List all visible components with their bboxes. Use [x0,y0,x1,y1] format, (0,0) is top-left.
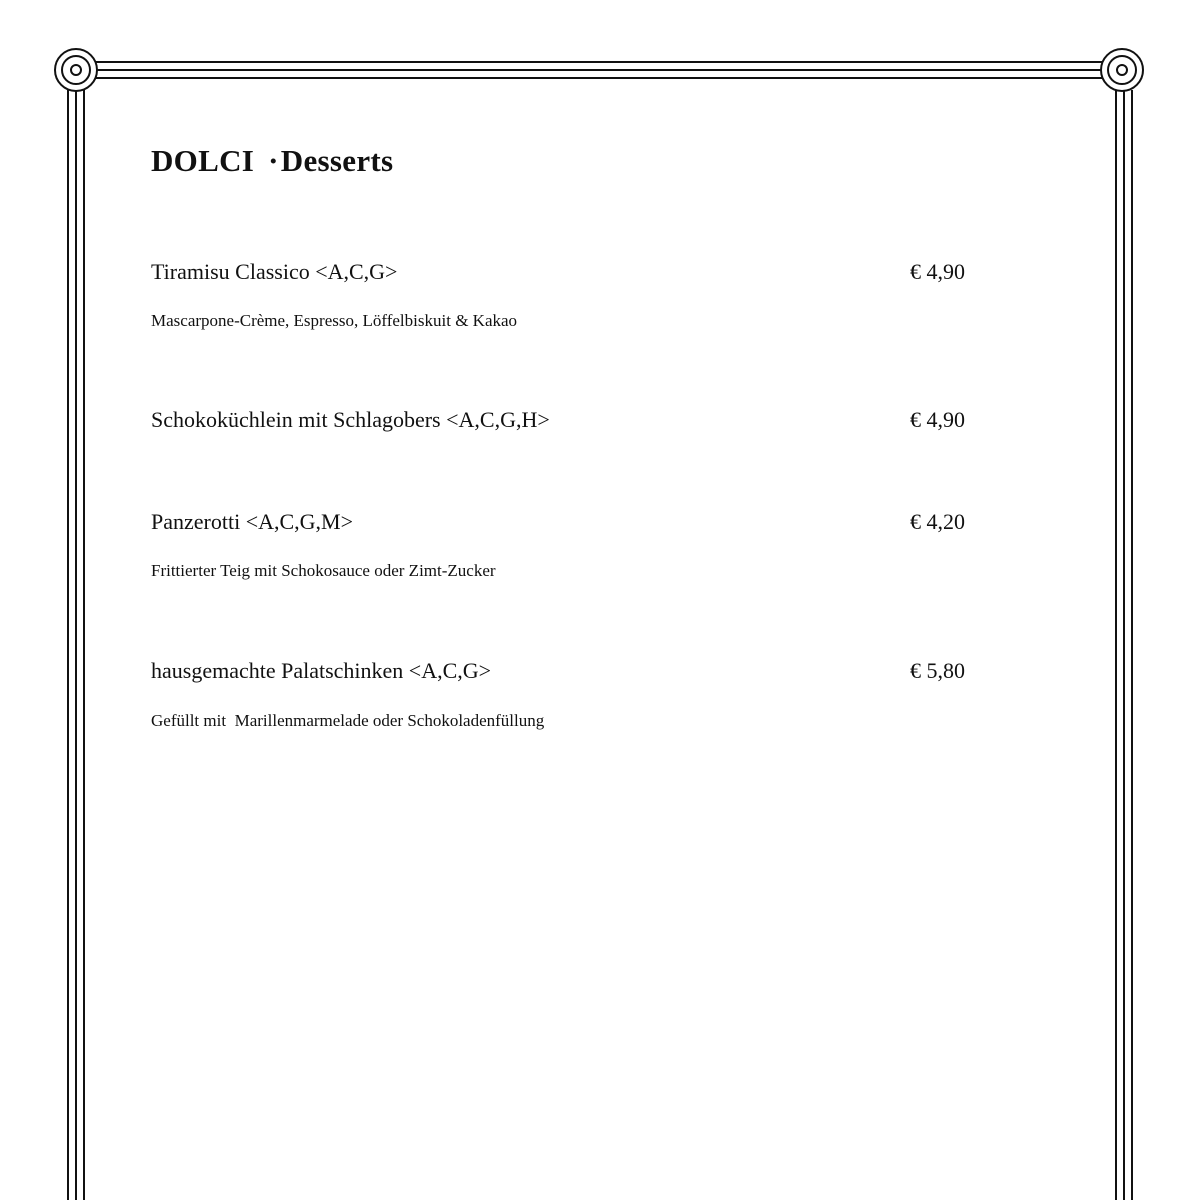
menu-item-name: Panzerotti <A,C,G,M> [151,509,354,534]
menu-item-name: hausgemachte Palatschinken <A,C,G> [151,658,492,683]
corner-ornament-right-icon [1101,49,1143,91]
title-italian: DOLCI [151,143,255,178]
menu-item-price: € 4,90 [910,259,965,284]
menu-item-description: Gefüllt mit Marillenmarmelade oder Schokoladenfüllung [151,711,545,730]
menu-item-price: € 5,80 [910,658,965,683]
menu-item-price: € 4,90 [910,407,965,432]
menu-item-price: € 4,20 [910,509,965,534]
menu-item-description: Frittierter Teig mit Schokosauce oder Zimt-Zucker [151,561,496,580]
corner-ornament-left-icon [55,49,97,91]
menu-item-name: Tiramisu Classico <A,C,G> [151,259,398,284]
title-separator: · [268,143,279,178]
title-german: Desserts [280,143,394,178]
menu-title [151,143,393,179]
menu-item-description: Mascarpone-Crème, Espresso, Löffelbiskuit & Kakao [151,311,518,330]
menu-item-name: Schokoküchlein mit Schlagobers <A,C,G,H> [151,407,550,432]
